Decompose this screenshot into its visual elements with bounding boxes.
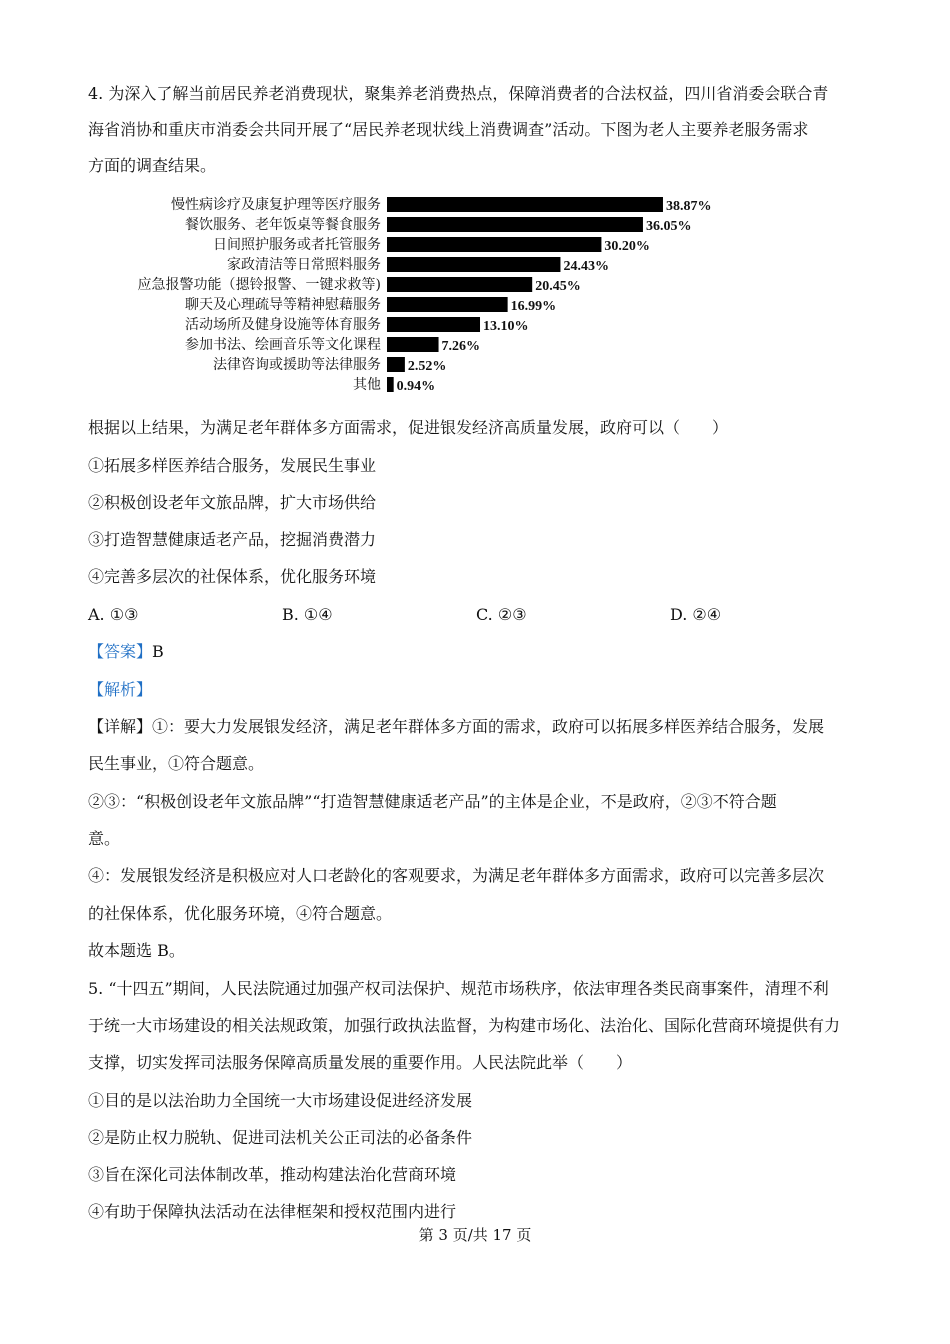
category-label: 参加书法、绘画音乐等文化课程 — [185, 337, 381, 353]
page-footer: 第 3 页/共 17 页 — [418, 1226, 532, 1244]
bar — [387, 317, 480, 332]
bar — [387, 197, 663, 212]
detail-text-1: ①：要大力发展银发经济，满足老年群体多方面的需求，政府可以拓展多样医养结合服务，发展 — [152, 717, 825, 736]
detail-line-3: ②③：“积极创设老年文旅品牌”“打造智慧健康适老产品”的主体是企业，不是政府，②③不符合题 — [88, 792, 777, 811]
detail-line-5: ④：发展银发经济是积极应对人口老龄化的客观要求，为满足老年群体多方面需求，政府可以完善多层次 — [88, 866, 825, 885]
q4-option-c: C. ②③ — [476, 605, 527, 624]
bar — [387, 337, 439, 352]
value-label: 30.20% — [604, 239, 650, 254]
category-label: 日间照护服务或者托管服务 — [213, 237, 381, 253]
q4-option-b: B. ①④ — [282, 605, 333, 624]
detail-tag: 【详解】 — [88, 717, 153, 736]
bar — [387, 257, 560, 272]
q4-statement-3: ③打造智慧健康适老产品，挖掘消费潜力 — [88, 530, 377, 549]
value-label: 16.99% — [510, 299, 557, 314]
value-label: 2.52% — [407, 359, 447, 374]
category-label: 聊天及心理疏导等精神慰藉服务 — [185, 297, 381, 313]
answer-value: B — [152, 642, 164, 661]
q5-stem-line-2: 于统一大市场建设的相关法规政策，加强行政执法监督，为构建市场化、法治化、国际化营商环境提供有力 — [88, 1016, 841, 1035]
q4-option-a: A. ①③ — [88, 605, 139, 624]
category-label: 活动场所及健身设施等体育服务 — [185, 317, 381, 333]
q4-option-d: D. ②④ — [670, 605, 722, 624]
q4-statement-4: ④完善多层次的社保体系，优化服务环境 — [88, 567, 377, 586]
value-label: 24.43% — [563, 259, 609, 274]
category-label: 法律咨询或援助等法律服务 — [213, 357, 381, 373]
q4-statement-1: ①拓展多样医养结合服务，发展民生事业 — [88, 456, 377, 475]
q5-statement-4: ④有助于保障执法活动在法律框架和授权范围内进行 — [88, 1202, 457, 1221]
detail-line-4: 意。 — [88, 829, 121, 848]
bar — [387, 277, 532, 292]
bar — [387, 357, 405, 372]
q4-question: 根据以上结果，为满足老年群体多方面需求，促进银发经济高质量发展，政府可以（ ） — [88, 418, 729, 437]
detail-line-1 — [88, 717, 824, 737]
analysis-tag: 【解析】 — [88, 680, 153, 699]
value-label: 38.87% — [665, 199, 712, 214]
bar — [387, 237, 601, 252]
category-label: 应急报警功能（摁铃报警、一键求救等) — [137, 277, 381, 293]
detail-line-6: 的社保体系，优化服务环境，④符合题意。 — [88, 904, 393, 923]
q5-stem-line-3: 支撑，切实发挥司法服务保障高质量发展的重要作用。人民法院此举（ ） — [88, 1053, 633, 1072]
q5-statement-1: ①目的是以法治助力全国统一大市场建设促进经济发展 — [88, 1091, 473, 1110]
detail-conclusion: 故本题选 B。 — [88, 941, 185, 960]
q5-statement-2: ②是防止权力脱轨、促进司法机关公正司法的必备条件 — [88, 1128, 473, 1147]
detail-line-2: 民生事业，①符合题意。 — [88, 754, 265, 773]
q4-stem-line-1: 4. 为深入了解当前居民养老消费现状，聚集养老消费热点，保障消费者的合法权益，四川省消委会联合青 — [88, 84, 829, 103]
survey-bar-chart — [100, 192, 800, 398]
value-label: 0.94% — [396, 379, 436, 394]
value-label: 36.05% — [645, 219, 692, 234]
value-label: 13.10% — [483, 319, 529, 334]
q4-stem-line-3: 方面的调查结果。 — [88, 156, 217, 175]
q5-stem-line-1: 5. “十四五”期间，人民法院通过加强产权司法保护、规范市场秩序，依法审理各类民商事案件，清理不利 — [88, 979, 829, 998]
value-label: 7.26% — [441, 339, 481, 354]
bar — [387, 217, 643, 232]
category-label: 餐饮服务、老年饭桌等餐食服务 — [185, 217, 381, 233]
bar — [387, 297, 508, 312]
q4-stem-line-2: 海省消协和重庆市消委会共同开展了“居民养老现状线上消费调查”活动。下图为老人主要养老服务需求 — [88, 120, 809, 139]
q4-statement-2: ②积极创设老年文旅品牌，扩大市场供给 — [88, 493, 377, 512]
value-label: 20.45% — [535, 279, 581, 294]
category-label: 慢性病诊疗及康复护理等医疗服务 — [171, 197, 381, 213]
category-label: 其他 — [353, 377, 381, 393]
answer-line — [88, 642, 164, 662]
bar — [387, 377, 394, 392]
q5-statement-3: ③旨在深化司法体制改革，推动构建法治化营商环境 — [88, 1165, 457, 1184]
category-label: 家政清洁等日常照料服务 — [227, 257, 381, 273]
answer-tag: 【答案】 — [88, 642, 153, 661]
